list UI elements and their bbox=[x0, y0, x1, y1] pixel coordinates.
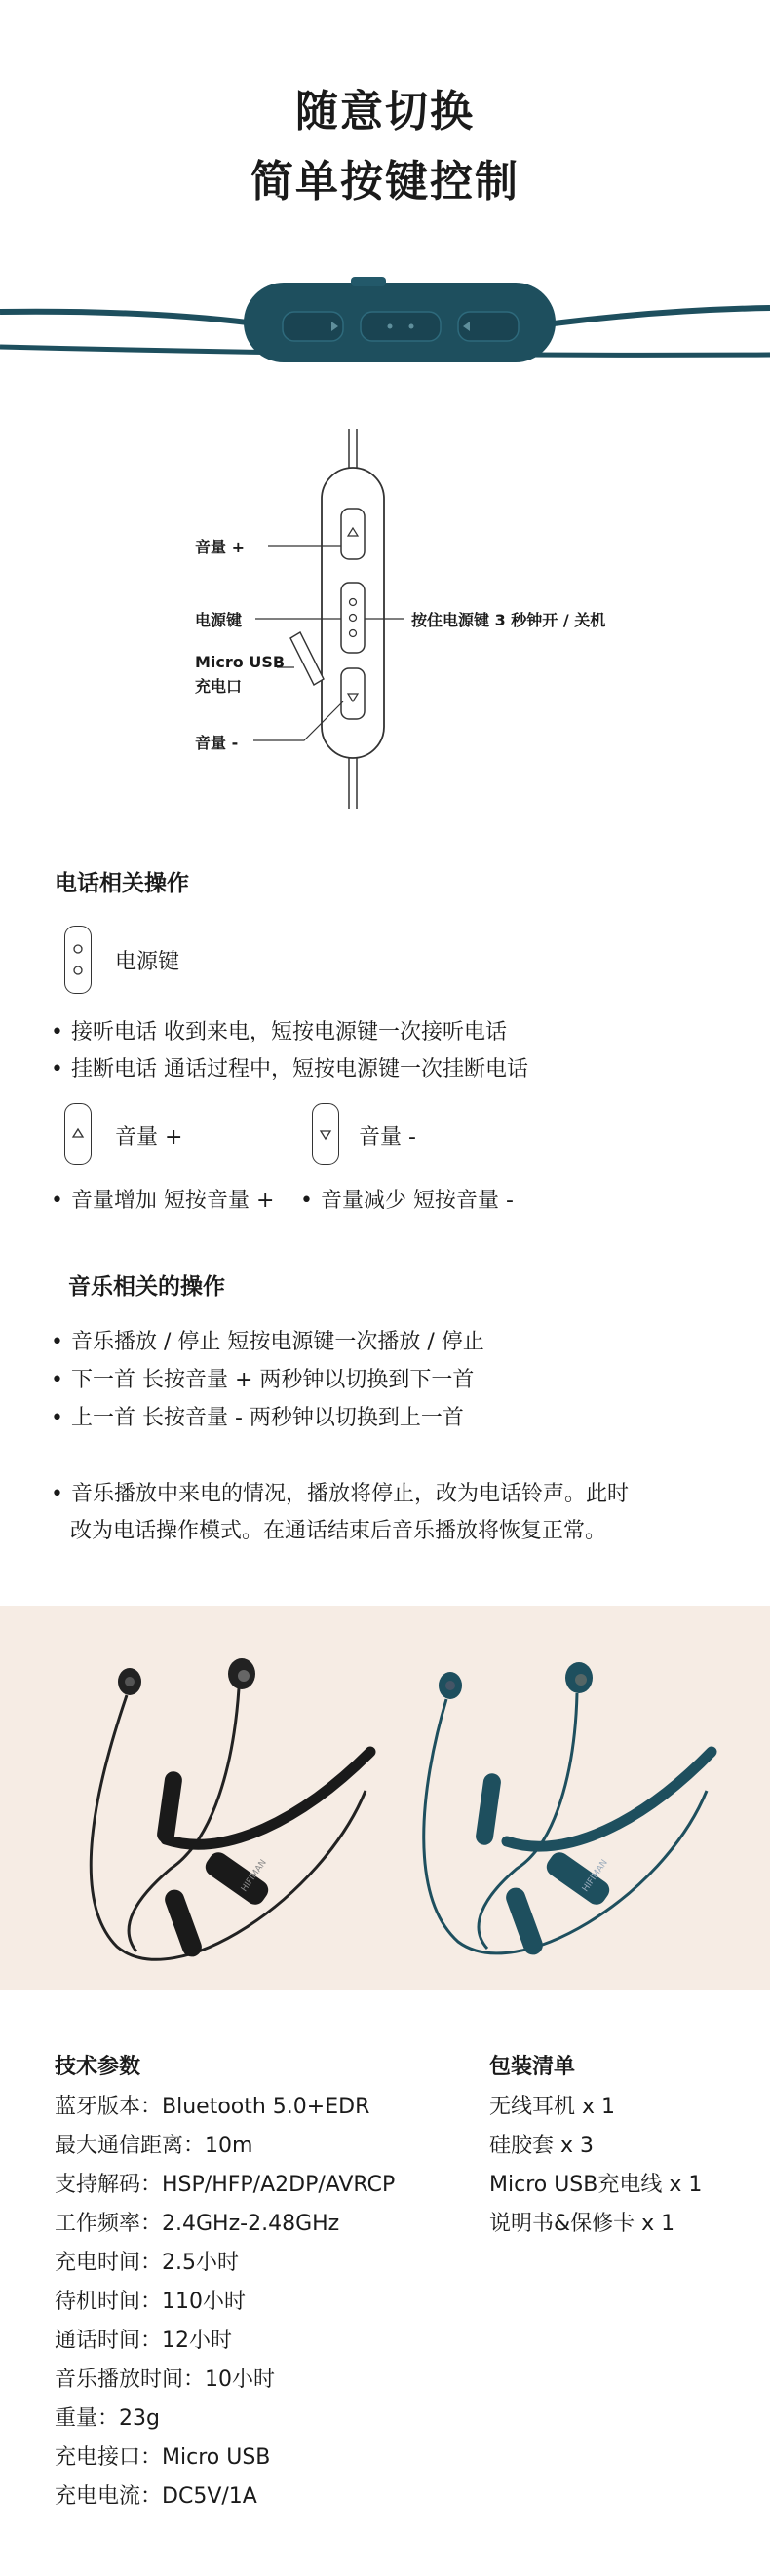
package-item: 硅胶套 x 3 bbox=[489, 2134, 595, 2158]
usb-flap bbox=[290, 632, 324, 685]
phone-bullet-answer: • 接听电话 收到来电，短按电源键一次接听电话 bbox=[51, 1015, 507, 1045]
teal-earphones bbox=[424, 1662, 712, 1957]
diagram-label-usb-line1: Micro USB bbox=[195, 653, 286, 671]
package-list bbox=[489, 2090, 702, 2246]
diagram-label-usb-line2: 充电口 bbox=[195, 677, 243, 696]
teal-brand-bar bbox=[543, 1848, 613, 1908]
spec-row: 最大通信距离：10m bbox=[55, 2134, 253, 2158]
package-item: 无线耳机 x 1 bbox=[489, 2095, 616, 2119]
phone-ops-heading: 电话相关操作 bbox=[55, 871, 189, 896]
vol-down-bullet: • 音量减少 短按音量 - bbox=[300, 1184, 514, 1214]
music-note-line2: 改为电话操作模式。在通话结束后音乐播放将恢复正常。 bbox=[70, 1519, 607, 1543]
black-brand-text: HIFIMAN bbox=[239, 1858, 269, 1894]
vol-down-label: 音量 - bbox=[359, 1125, 416, 1150]
power-key-icon bbox=[64, 926, 92, 994]
music-bullet-prev: • 上一首 长按音量 - 两秒钟以切换到上一首 bbox=[51, 1401, 464, 1431]
spec-row: 通话时间：12小时 bbox=[55, 2329, 233, 2353]
hero-title-line1: 随意切换 bbox=[295, 87, 475, 136]
specs-list bbox=[55, 2090, 395, 2519]
black-earphones bbox=[91, 1658, 370, 1959]
remote-cable-illustration bbox=[0, 273, 770, 399]
remote-line-diagram bbox=[0, 419, 770, 828]
spec-row: 待机时间：110小时 bbox=[55, 2290, 247, 2314]
vol-up-icon bbox=[64, 1103, 92, 1165]
vol-up-label: 音量 + bbox=[115, 1125, 183, 1150]
diagram-label-vol-down: 音量 - bbox=[195, 734, 239, 752]
spec-row: 支持解码：HSP/HFP/A2DP/AVRCP bbox=[55, 2173, 396, 2197]
music-bullet-play: • 音乐播放 / 停止 短按电源键一次播放 / 停止 bbox=[51, 1325, 484, 1355]
package-item: Micro USB充电线 x 1 bbox=[489, 2173, 703, 2197]
spec-row: 蓝牙版本：Bluetooth 5.0+EDR bbox=[55, 2095, 370, 2119]
phone-bullet-hangup: • 挂断电话 通话过程中，短按电源键一次挂断电话 bbox=[51, 1052, 528, 1082]
spec-row: 工作频率：2.4GHz-2.48GHz bbox=[55, 2212, 340, 2236]
package-item: 说明书&保修卡 x 1 bbox=[489, 2212, 675, 2236]
music-bullet-next: • 下一首 长按音量 + 两秒钟以切换到下一首 bbox=[51, 1363, 474, 1393]
package-heading: 包装清单 bbox=[489, 2055, 576, 2079]
earphones-illustration bbox=[0, 1606, 770, 1990]
spec-row: 充电电流：DC5V/1A bbox=[55, 2484, 257, 2509]
diagram-label-power: 电源键 bbox=[195, 611, 243, 629]
hero-title-line2: 简单按键控制 bbox=[250, 157, 520, 207]
specs-heading: 技术参数 bbox=[55, 2055, 141, 2079]
spec-row: 音乐播放时间：10小时 bbox=[55, 2368, 276, 2392]
diagram-label-power-hint: 按住电源键 3 秒钟开 / 关机 bbox=[411, 611, 606, 629]
vol-down-icon bbox=[312, 1103, 339, 1165]
remote-power-button bbox=[361, 312, 441, 341]
power-key-label: 电源键 bbox=[115, 950, 180, 974]
teal-brand-text: HIFIMAN bbox=[580, 1858, 610, 1894]
spec-row: 充电时间：2.5小时 bbox=[55, 2251, 240, 2275]
vol-up-bullet: • 音量增加 短按音量 + bbox=[51, 1184, 274, 1214]
diagram-label-vol-up: 音量 + bbox=[195, 538, 245, 556]
black-brand-bar bbox=[202, 1848, 272, 1908]
product-photo-band bbox=[0, 1606, 770, 1990]
music-note-line1: • 音乐播放中来电的情况，播放将停止，改为电话铃声。此时 bbox=[51, 1477, 629, 1507]
spec-row: 重量：23g bbox=[55, 2406, 160, 2431]
spec-row: 充电接口：Micro USB bbox=[55, 2445, 271, 2470]
music-ops-heading: 音乐相关的操作 bbox=[68, 1274, 225, 1300]
